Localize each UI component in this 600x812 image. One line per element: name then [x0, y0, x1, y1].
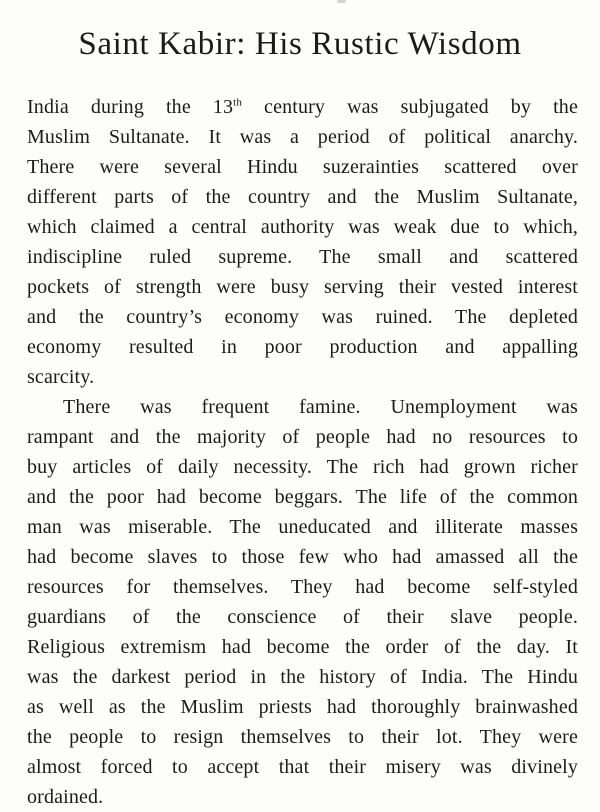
page-title: Saint Kabir: His Rustic Wisdom	[78, 26, 522, 62]
paragraph-1	[27, 92, 578, 392]
text-line: guardians of the conscience of their slave people.	[27, 606, 578, 628]
text-line: pockets of strength were busy serving their vested interest	[27, 276, 578, 298]
text-line	[27, 92, 578, 122]
text-line: ordained.	[27, 786, 104, 808]
text-line: different parts of the country and the Muslim Sultanate,	[27, 186, 578, 208]
text-line: scarcity.	[27, 366, 95, 388]
text-line: and the country’s economy was ruined. The depleted	[27, 306, 578, 328]
text-line: buy articles of daily necessity. The rich had grown richer	[27, 456, 578, 478]
text-line: almost forced to accept that their misery was divinely	[27, 756, 578, 778]
text-line: Muslim Sultanate. It was a period of political anarchy.	[27, 126, 578, 148]
text-line: economy resulted in poor production and appalling	[27, 336, 578, 358]
line-text: century was subjugated by the	[242, 96, 578, 118]
text-line: Religious extremism had become the order of the day. It	[27, 636, 578, 658]
text-line: had become slaves to those few who had amassed all the	[27, 546, 578, 568]
line-text: India during the 13	[27, 96, 234, 118]
text-line: resources for themselves. They had become self-styled	[27, 576, 578, 598]
scan-artifact	[337, 0, 346, 3]
superscript-ordinal: th	[233, 96, 243, 109]
text-line: rampant and the majority of people had no resources to	[27, 426, 578, 448]
text-line: which claimed a central authority was weak due to which,	[27, 216, 578, 238]
text-line: There was frequent famine. Unemployment was	[63, 396, 578, 418]
text-line: was the darkest period in the history of India. The Hindu	[27, 666, 578, 688]
paragraph-2	[27, 392, 578, 812]
text-line: as well as the Muslim priests had thoroughly brainwashed	[27, 696, 578, 718]
text-line: and the poor had become beggars. The life of the common	[27, 486, 578, 508]
body-text	[27, 92, 578, 812]
text-line: the people to resign themselves to their lot. They were	[27, 726, 578, 748]
text-line: man was miserable. The uneducated and illiterate masses	[27, 516, 578, 538]
text-line: There were several Hindu suzerainties scattered over	[27, 156, 578, 178]
text-line: indiscipline ruled supreme. The small and scattered	[27, 246, 578, 268]
